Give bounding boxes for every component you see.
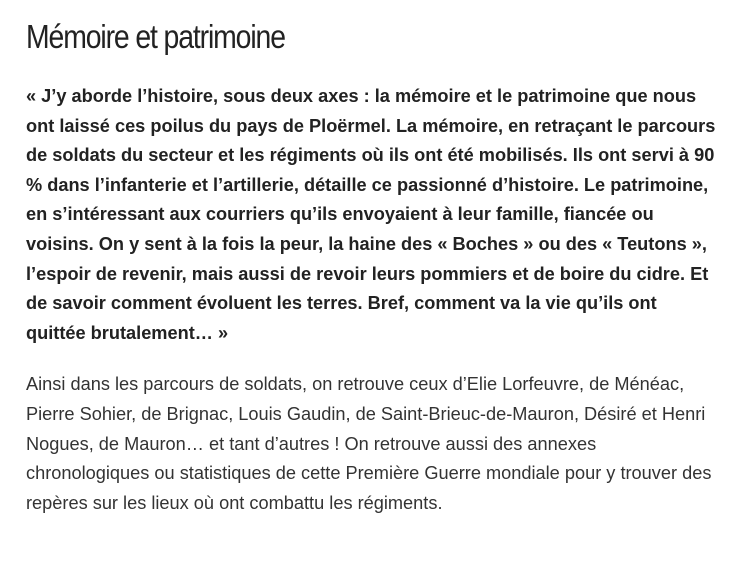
section-heading: Mémoire et patrimoine (26, 18, 285, 55)
article-section (26, 0, 716, 518)
body-paragraph: Ainsi dans les parcours de soldats, on retrouve ceux d’Elie Lorfeuvre, de Ménéac, Pierre Sohier, de Brignac, Louis Gaudin, de Saint-Brieuc-de-Mauron, Désiré et Henri Nogues, de Mauron… et tant d’autres ! On retrouve aussi des annexes chronologiques ou statistiques de cette Première Guerre mondiale pour y trouver des repères sur les lieux où ont combattu les régiments. (26, 374, 712, 513)
quote-paragraph: « J’y aborde l’histoire, sous deux axes : la mémoire et le patrimoine que nous ont laissé ces poilus du pays de Ploërmel. La mémoire, en retraçant le parcours de soldats du secteur et les régiments où ils ont été mobilisés. Ils ont servi à 90 % dans l’infanterie et l’artillerie, détaille ce passionné d’histoire. Le patrimoine, en s’intéressant aux courriers qu’ils envoyaient à leur famille, fiancée ou voisins. On y sent à la fois la peur, la haine des « Boches » ou des « Teutons », l’espoir de revenir, mais aussi de revoir leurs pommiers et de boire du cidre. Et de savoir comment évoluent les terres. Bref, comment va la vie qu’ils ont quittée brutalement… » (26, 86, 716, 343)
